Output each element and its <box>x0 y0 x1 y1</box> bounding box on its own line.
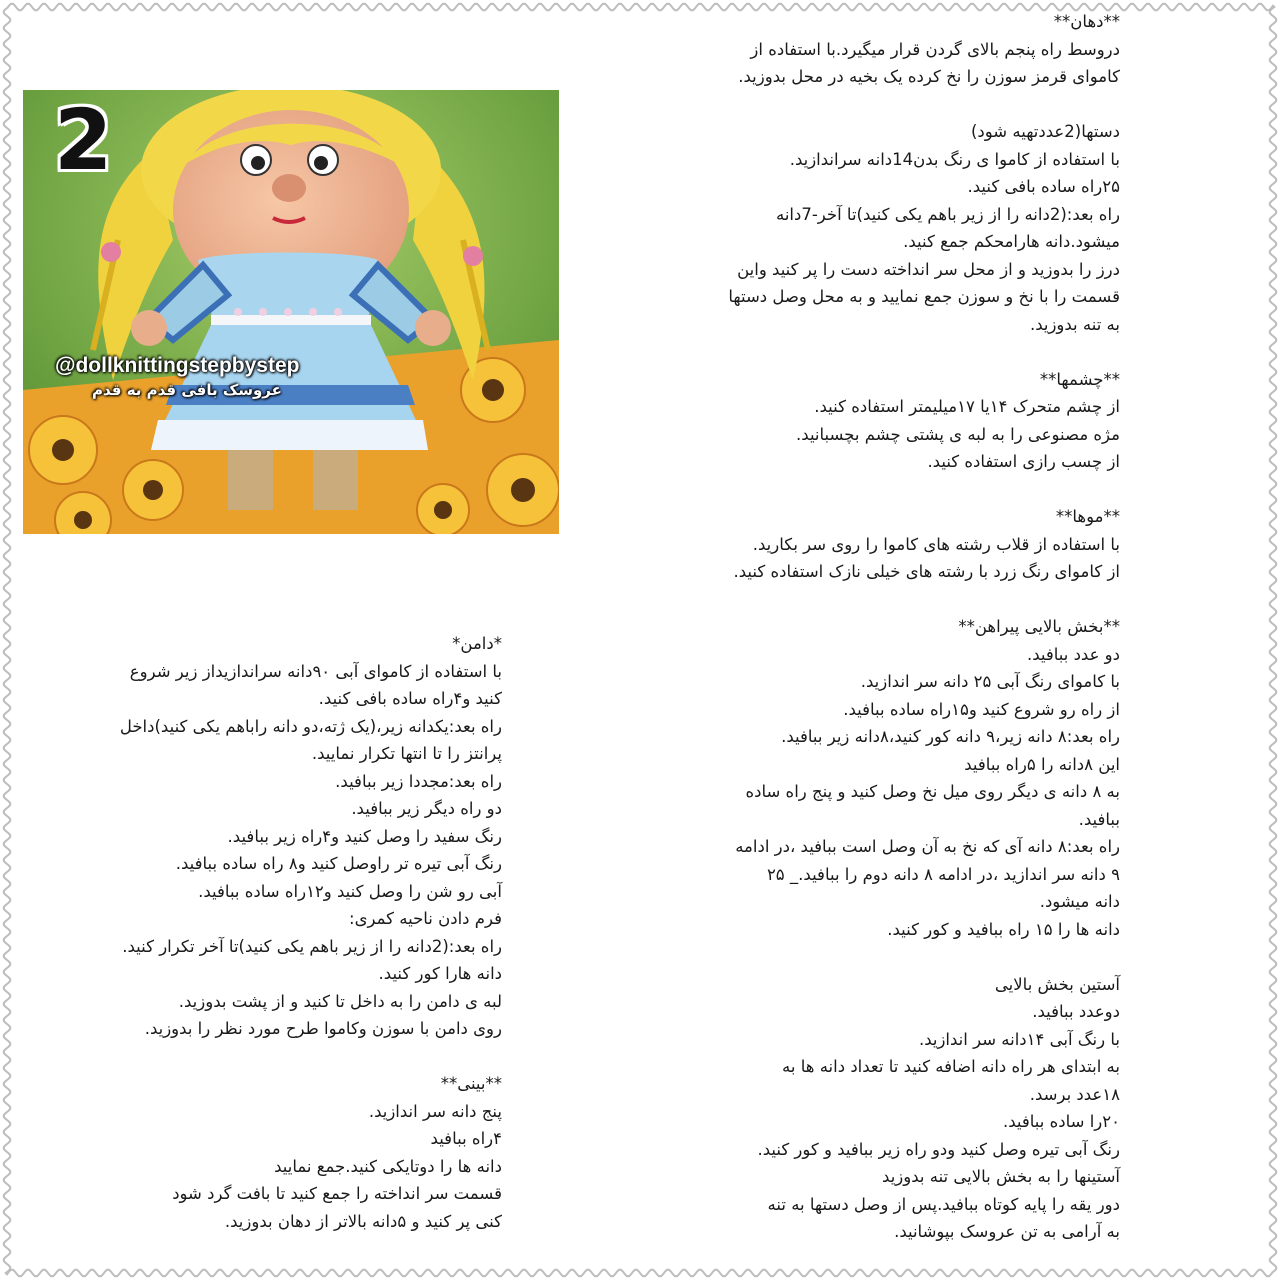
text-line: راه بعد:۸ دانه آی که نخ به آن وصل است ببافید ،در ادامه <box>735 837 1120 856</box>
blank-line <box>560 586 1120 614</box>
text-line: آبی رو شن را وصل کنید و۱۲راه ساده ببافید. <box>198 881 502 901</box>
text-line: قسمت را با نخ و سوزن جمع نمایید و به محل وصل دستها <box>728 287 1120 306</box>
text-line: راه بعد:مجددا زیر ببافید. <box>335 771 502 791</box>
text-line: کنید و۴راه ساده بافی کنید. <box>318 689 502 708</box>
text-line: به ابتدای هر راه دانه اضافه کنید تا تعداد دانه ها به <box>782 1057 1120 1076</box>
blank-line <box>560 338 1120 366</box>
text-line: میشود.دانه هارامحکم جمع کنید. <box>903 232 1120 251</box>
text-line: دستها(2عددتهیه شود) <box>971 122 1120 141</box>
text-line: این ۸دانه را ۵راه ببافید <box>964 754 1120 774</box>
text-line: آستینها را به بخش بالایی تنه بدوزید <box>882 1167 1120 1186</box>
text-line: *دامن* <box>452 634 502 653</box>
text-line: کنی پر کنید و ۵دانه بالاتر از دهان بدوزید. <box>224 1211 502 1231</box>
text-line: از راه رو شروع کنید و۱۵راه ساده ببافید. <box>843 699 1120 719</box>
text-line: قسمت سر انداخته را جمع کنید تا بافت گرد شود <box>172 1184 502 1203</box>
text-line: فرم دادن ناحیه کمری: <box>349 909 502 928</box>
text-line: پنج دانه سر اندازید. <box>368 1101 502 1121</box>
text-line: دانه ها را دوتایکی کنید.جمع نمایید <box>274 1156 502 1176</box>
text-line: با کاموای رنگ آبی ۲۵ دانه سر اندازید. <box>860 672 1120 691</box>
text-line: رنگ آبی تیره تر راوصل کنید و۸ راه ساده ببافید. <box>175 854 502 873</box>
text-line: **چشمها** <box>1039 369 1120 389</box>
watermark-caption: عروسک بافی قدم به قدم <box>92 381 282 399</box>
text-line: درز را بدوزید و از محل سر انداخته دست را پر کنید واین <box>737 259 1120 279</box>
text-line: ببافید. <box>1078 809 1120 829</box>
text-line: به آرامی به تن عروسک بپوشانید. <box>894 1222 1120 1241</box>
text-line: کاموای قرمز سوزن را نخ کرده یک بخیه در محل بدوزید. <box>738 67 1120 86</box>
text-line: به تنه بدوزید. <box>1029 314 1120 334</box>
text-line: مژه مصنوعی را به لبه ی پشتی چشم بچسبانید. <box>796 424 1120 444</box>
text-line: از چسب رازی استفاده کنید. <box>927 452 1120 471</box>
text-line: راه بعد:یکدانه زیر،(یک ژته،دو دانه راباهم یکی کنید)داخل <box>119 716 502 736</box>
text-line: دانه هارا کور کنید. <box>378 964 502 983</box>
text-line: پرانتز را تا انتها تکرار نمایید. <box>311 744 502 763</box>
text-line: دانه میشود. <box>1039 892 1120 911</box>
text-line: دو عدد ببافید. <box>1026 644 1120 664</box>
text-line: **بخش بالایی پیراهن** <box>958 617 1120 636</box>
text-line: آستین بخش بالایی <box>994 974 1120 994</box>
watermark-handle: @dollknittingstepbystep <box>55 354 300 377</box>
text-line: راه بعد:(2دانه را از زیر باهم یکی کنید)تا آخر تکرار کنید. <box>122 936 502 956</box>
blank-line <box>560 943 1120 971</box>
text-line: با استفاده از کاموا ی رنگ بدن14دانه سراندازید. <box>789 149 1120 169</box>
text-line: **بینی** <box>440 1074 502 1093</box>
text-line: رنگ سفید را وصل کنید و۴راه زیر ببافید. <box>227 826 502 846</box>
text-line: به ۸ دانه ی دیگر روی میل نخ وصل کنید و پنج راه ساده <box>745 782 1120 801</box>
text-line: راه بعد:۸ دانه زیر،۹ دانه کور کنید،۸دانه زیر ببافید. <box>781 727 1120 746</box>
text-line: راه بعد:(2دانه را از زیر باهم یکی کنید)تا آخر-7دانه <box>775 204 1120 224</box>
text-line: ۹ دانه سر اندازید ،در ادامه ۸ دانه دوم را ببافید._ ۲۵ <box>766 864 1120 884</box>
text-line: دوعدد ببافید. <box>1032 1002 1120 1021</box>
text-line: ۴راه ببافید <box>430 1129 502 1148</box>
blank-line <box>42 1043 502 1071</box>
text-line: دور یقه را پایه کوتاه ببافید.پس از وصل دستها به تنه <box>767 1194 1120 1214</box>
text-line: با رنگ آبی ۱۴دانه سر اندازید. <box>918 1029 1120 1049</box>
text-line: رنگ آبی تیره وصل کنید ودو راه زیر ببافید و کور کنید. <box>757 1139 1120 1159</box>
text-line: با استفاده از کاموای آبی ۹۰دانه سراندازیداز زیر شروع <box>129 661 502 681</box>
text-line: از کاموای رنگ زرد با رشته های خیلی نازک استفاده کنید. <box>733 562 1120 581</box>
text-line: ۲۰را ساده ببافید. <box>1003 1112 1120 1131</box>
blank-line <box>560 476 1120 504</box>
text-line: ۲۵راه ساده بافی کنید. <box>967 177 1120 196</box>
text-line: از چشم متحرک ۱۴یا ۱۷میلیمتر استفاده کنید. <box>814 397 1120 416</box>
text-line: روی دامن با سوزن وکاموا طرح مورد نظر را بدوزید. <box>144 1019 502 1038</box>
text-line: با استفاده از قلاب رشته های کاموا را روی سر بکارید. <box>752 534 1120 554</box>
text-line: لبه ی دامن را به داخل تا کنید و از پشت بدوزید. <box>178 991 502 1011</box>
step-number-badge: 2 <box>54 91 113 189</box>
left-text-column <box>42 630 502 1235</box>
blank-line <box>560 91 1120 119</box>
text-line: دانه ها را ۱۵ راه ببافید و کور کنید. <box>887 919 1120 939</box>
text-line: دروسط راه پنجم بالای گردن قرار میگیرد.با استفاده از <box>750 39 1120 59</box>
text-line: دو راه دیگر زیر ببافید. <box>351 799 502 818</box>
right-text-column <box>560 8 1120 1246</box>
text-line: **موها** <box>1055 507 1120 526</box>
text-line: ۱۸عدد برسد. <box>1029 1084 1120 1104</box>
text-line: **دهان** <box>1053 12 1120 31</box>
